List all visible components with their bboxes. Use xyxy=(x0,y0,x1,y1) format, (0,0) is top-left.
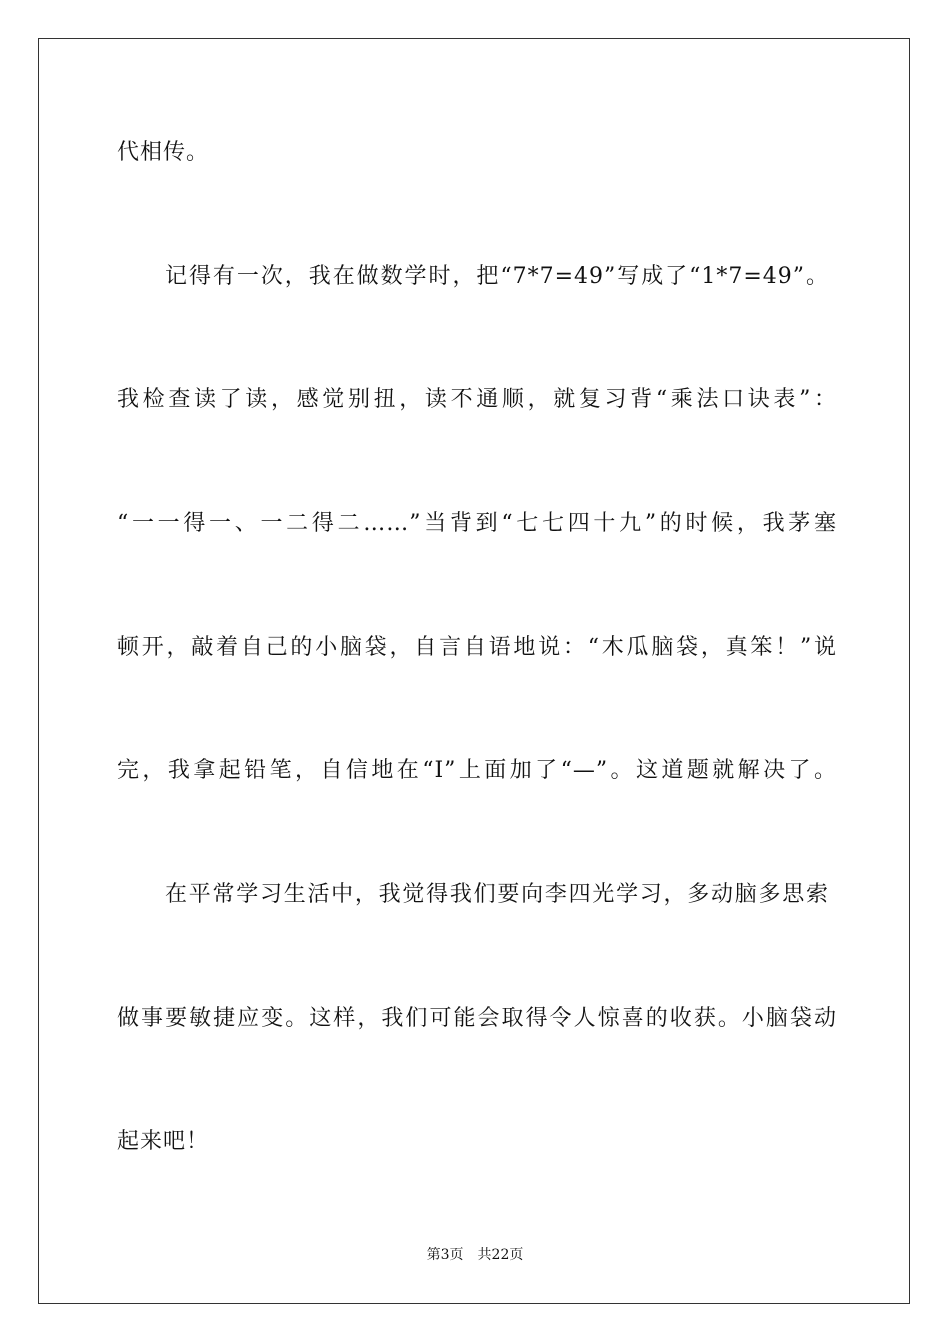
page-border xyxy=(38,38,910,1304)
paragraph-line-3: 我检查读了读，感觉别扭，读不通顺，就复习背“乘法口诀表”： xyxy=(117,387,837,412)
paragraph-line-9: 起来吧！ xyxy=(117,1129,210,1154)
paragraph-line-2: 记得有一次，我在做数学时，把“7*7=49”写成了“1*7=49”。 xyxy=(165,264,829,289)
paragraph-line-5: 顿开，敲着自己的小脑袋，自言自语地说：“木瓜脑袋，真笨！”说 xyxy=(117,635,837,660)
page-number-footer: 第3页 共22页 xyxy=(426,1247,524,1263)
paragraph-line-4: “一一得一、一二得二……”当背到“七七四十九”的时候，我茅塞 xyxy=(117,511,837,536)
paragraph-line-7: 在平常学习生活中，我觉得我们要向李四光学习，多动脑多思索 xyxy=(165,882,829,907)
paragraph-line-6: 完，我拿起铅笔，自信地在“I”上面加了“—”。这道题就解决了。 xyxy=(117,758,837,783)
paragraph-line-8: 做事要敏捷应变。这样，我们可能会取得令人惊喜的收获。小脑袋动 xyxy=(117,1006,837,1031)
paragraph-line-1: 代相传。 xyxy=(117,140,210,165)
